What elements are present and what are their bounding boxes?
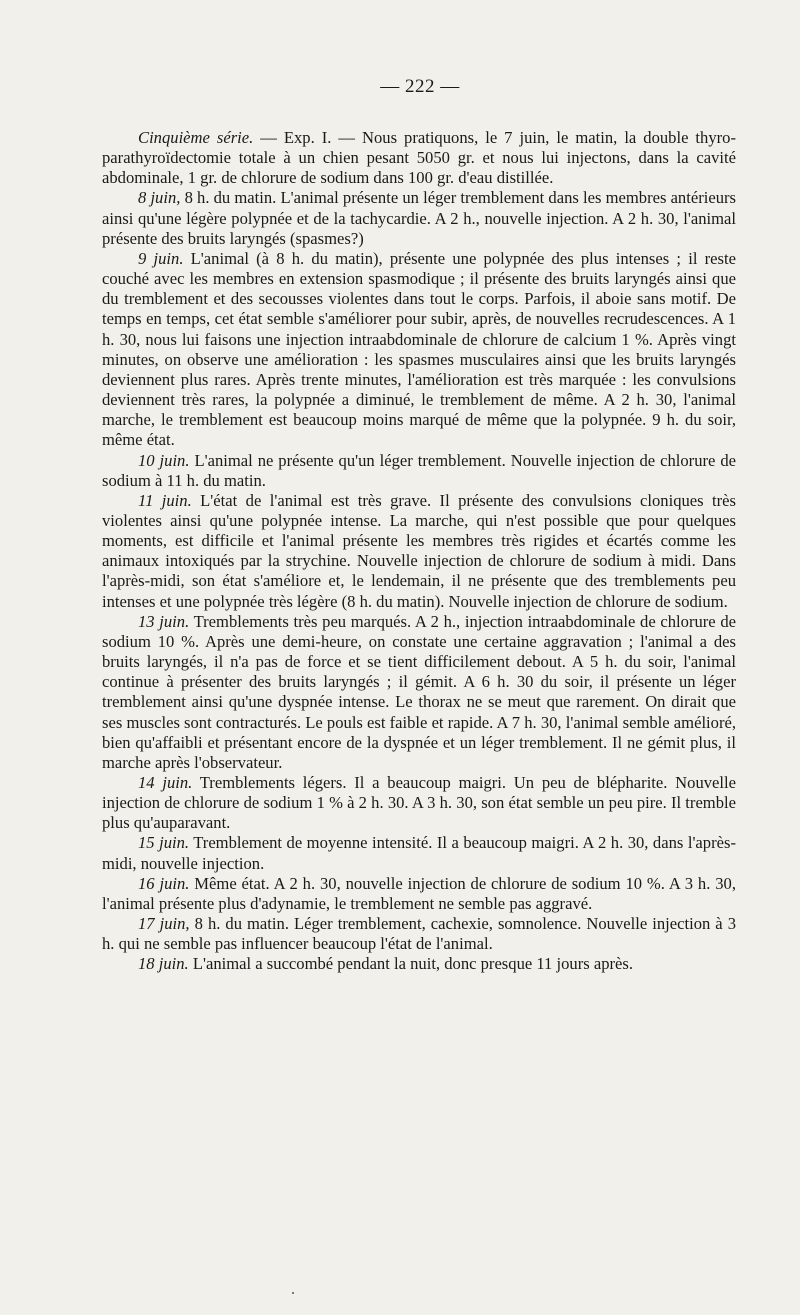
paragraph-date: 18 juin. bbox=[138, 954, 189, 974]
paragraph-date: 13 juin. bbox=[138, 611, 190, 631]
paragraph-date: 15 juin. bbox=[138, 833, 190, 853]
paragraph-14-juin bbox=[102, 773, 736, 833]
paragraph-text: L'état de l'animal est très grave. Il présente des convulsions cloniques très violentes ainsi qu'une polypnée intense. La marche, qui n'est possible que pour quelques moments, est difficile et l'animal présente les membres très rigides et écartés comme les animaux intoxiqués par la strychine. Nouvelle injection de chlorure de sodium à midi. Dans l'après-midi, son état s'améliore et, le lendemain, il ne présente que des tremblements peu intenses et une polypnée très légère (8 h. du matin). Nouvelle injection de chlorure de sodium. bbox=[102, 490, 736, 611]
paragraph-text: Tremblements très peu marqués. A 2 h., injection intraabdominale de chlorure de sodium 10 %. Après une demi-heure, on constate une certaine aggravation ; l'animal a des bruits laryngés, il n'a pas de force et se tient difficilement debout. A 5 h. du soir, l'animal continue à présenter des bruits laryngés ; il gémit. A 6 h. 30 du soir, il présente un léger tremblement ainsi qu'une dyspnée intense. Le thorax ne se meut que rarement. On dirait que ses muscles sont contracturés. Le pouls est faible et rapide. A 7 h. 30, l'animal semble amélioré, bien qu'affaibli et présentant encore de la dyspnée et un léger tremblement. Il ne gémit plus, il marche après l'observateur. bbox=[102, 611, 736, 772]
paragraph-date: 9 juin. bbox=[138, 248, 184, 268]
paragraph-date: 11 juin. bbox=[138, 490, 192, 510]
paragraph-lead: Cinquième série. bbox=[138, 128, 254, 147]
paragraph-date: 16 juin. bbox=[138, 873, 190, 893]
paragraph-date: 10 juin. bbox=[138, 450, 190, 470]
paragraph-11-juin bbox=[102, 491, 736, 612]
paragraph-10-juin bbox=[102, 451, 736, 491]
paragraph-8-juin bbox=[102, 188, 736, 248]
paragraph-text: 8 h. du matin. Léger tremblement, cachexie, somnolence. Nouvelle injection à 3 h. qui ne semble pas influencer beaucoup l'état de l'animal. bbox=[102, 914, 736, 954]
paragraph-date: 14 juin. bbox=[138, 773, 193, 792]
paragraph-text: Même état. A 2 h. 30, nouvelle injection de chlorure de sodium 10 %. A 3 h. 30, l'animal présente plus d'adynamie, le tremblement ne semble pas aggravé. bbox=[102, 873, 736, 913]
paragraph-18-juin bbox=[102, 954, 736, 974]
paragraph-text: — Exp. I. — Nous pratiquons, le 7 juin, le matin, la double thyro-parathyroïdectomie totale à un chien pesant 5050 gr. et nous lui injectons, dans la cavité abdominale, 1 gr. de chlorure de sodium dans 100 gr. d'eau distillée. bbox=[102, 128, 736, 188]
paragraph-date: 8 juin, bbox=[138, 188, 181, 208]
body-text bbox=[102, 128, 736, 975]
paragraph-date: 17 juin, bbox=[138, 914, 190, 934]
paragraph-text: L'animal (à 8 h. du matin), présente une polypnée des plus intenses ; il reste couché avec les membres en extension spasmodique ; il présente des bruits laryngés ainsi que du tremblement et des secousses violentes dans tout le corps. Parfois, il aboie sans motif. De temps en temps, cet état semble s'améliorer pour subir, après, de nouvelles recrudescences. A 1 h. 30, nous lui faisons une injection intraabdominale de chlorure de calcium 1 %. Après vingt minutes, on observe une amélioration : les spasmes musculaires ainsi que les bruits laryngés deviennent plus rares. Après trente minutes, l'amélioration est très marquée : les convulsions deviennent très rares, la polypnée a diminué, le tremblement de même. A 2 h. 30, l'animal marche, le tremblement est beaucoup moins marqué de même que la polypnée. 9 h. du soir, même état. bbox=[102, 248, 736, 450]
paragraph-text: 8 h. du matin. L'animal présente un léger tremblement dans les membres antérieurs ainsi qu'une légère polypnée et de la tachycardie. A 2 h., nouvelle injection. A 2 h. 30, l'animal présente des bruits laryngés (spasmes?) bbox=[102, 188, 736, 248]
paragraph-text: Tremblement de moyenne intensité. Il a beaucoup maigri. A 2 h. 30, dans l'après-midi, nouvelle injection. bbox=[102, 833, 736, 873]
paragraph-13-juin bbox=[102, 612, 736, 773]
paragraph-17-juin bbox=[102, 914, 736, 954]
paragraph-exp-1 bbox=[102, 128, 736, 188]
paragraph-text: L'animal a succombé pendant la nuit, donc presque 11 jours après. bbox=[188, 954, 633, 974]
paragraph-15-juin bbox=[102, 833, 736, 873]
paragraph-text: Tremblements légers. Il a beaucoup maigri. Un peu de blépharite. Nouvelle injection de chlorure de sodium 1 % à 2 h. 30. A 3 h. 30, son état semble un peu pire. Il tremble plus qu'auparavant. bbox=[102, 773, 736, 833]
paragraph-16-juin bbox=[102, 874, 736, 914]
page-number: — 222 — bbox=[380, 76, 460, 97]
print-speck bbox=[292, 1292, 294, 1294]
paragraph-9-juin bbox=[102, 249, 736, 451]
paragraph-text: L'animal ne présente qu'un léger tremblement. Nouvelle injection de chlorure de sodium à 11 h. du matin. bbox=[102, 450, 736, 490]
